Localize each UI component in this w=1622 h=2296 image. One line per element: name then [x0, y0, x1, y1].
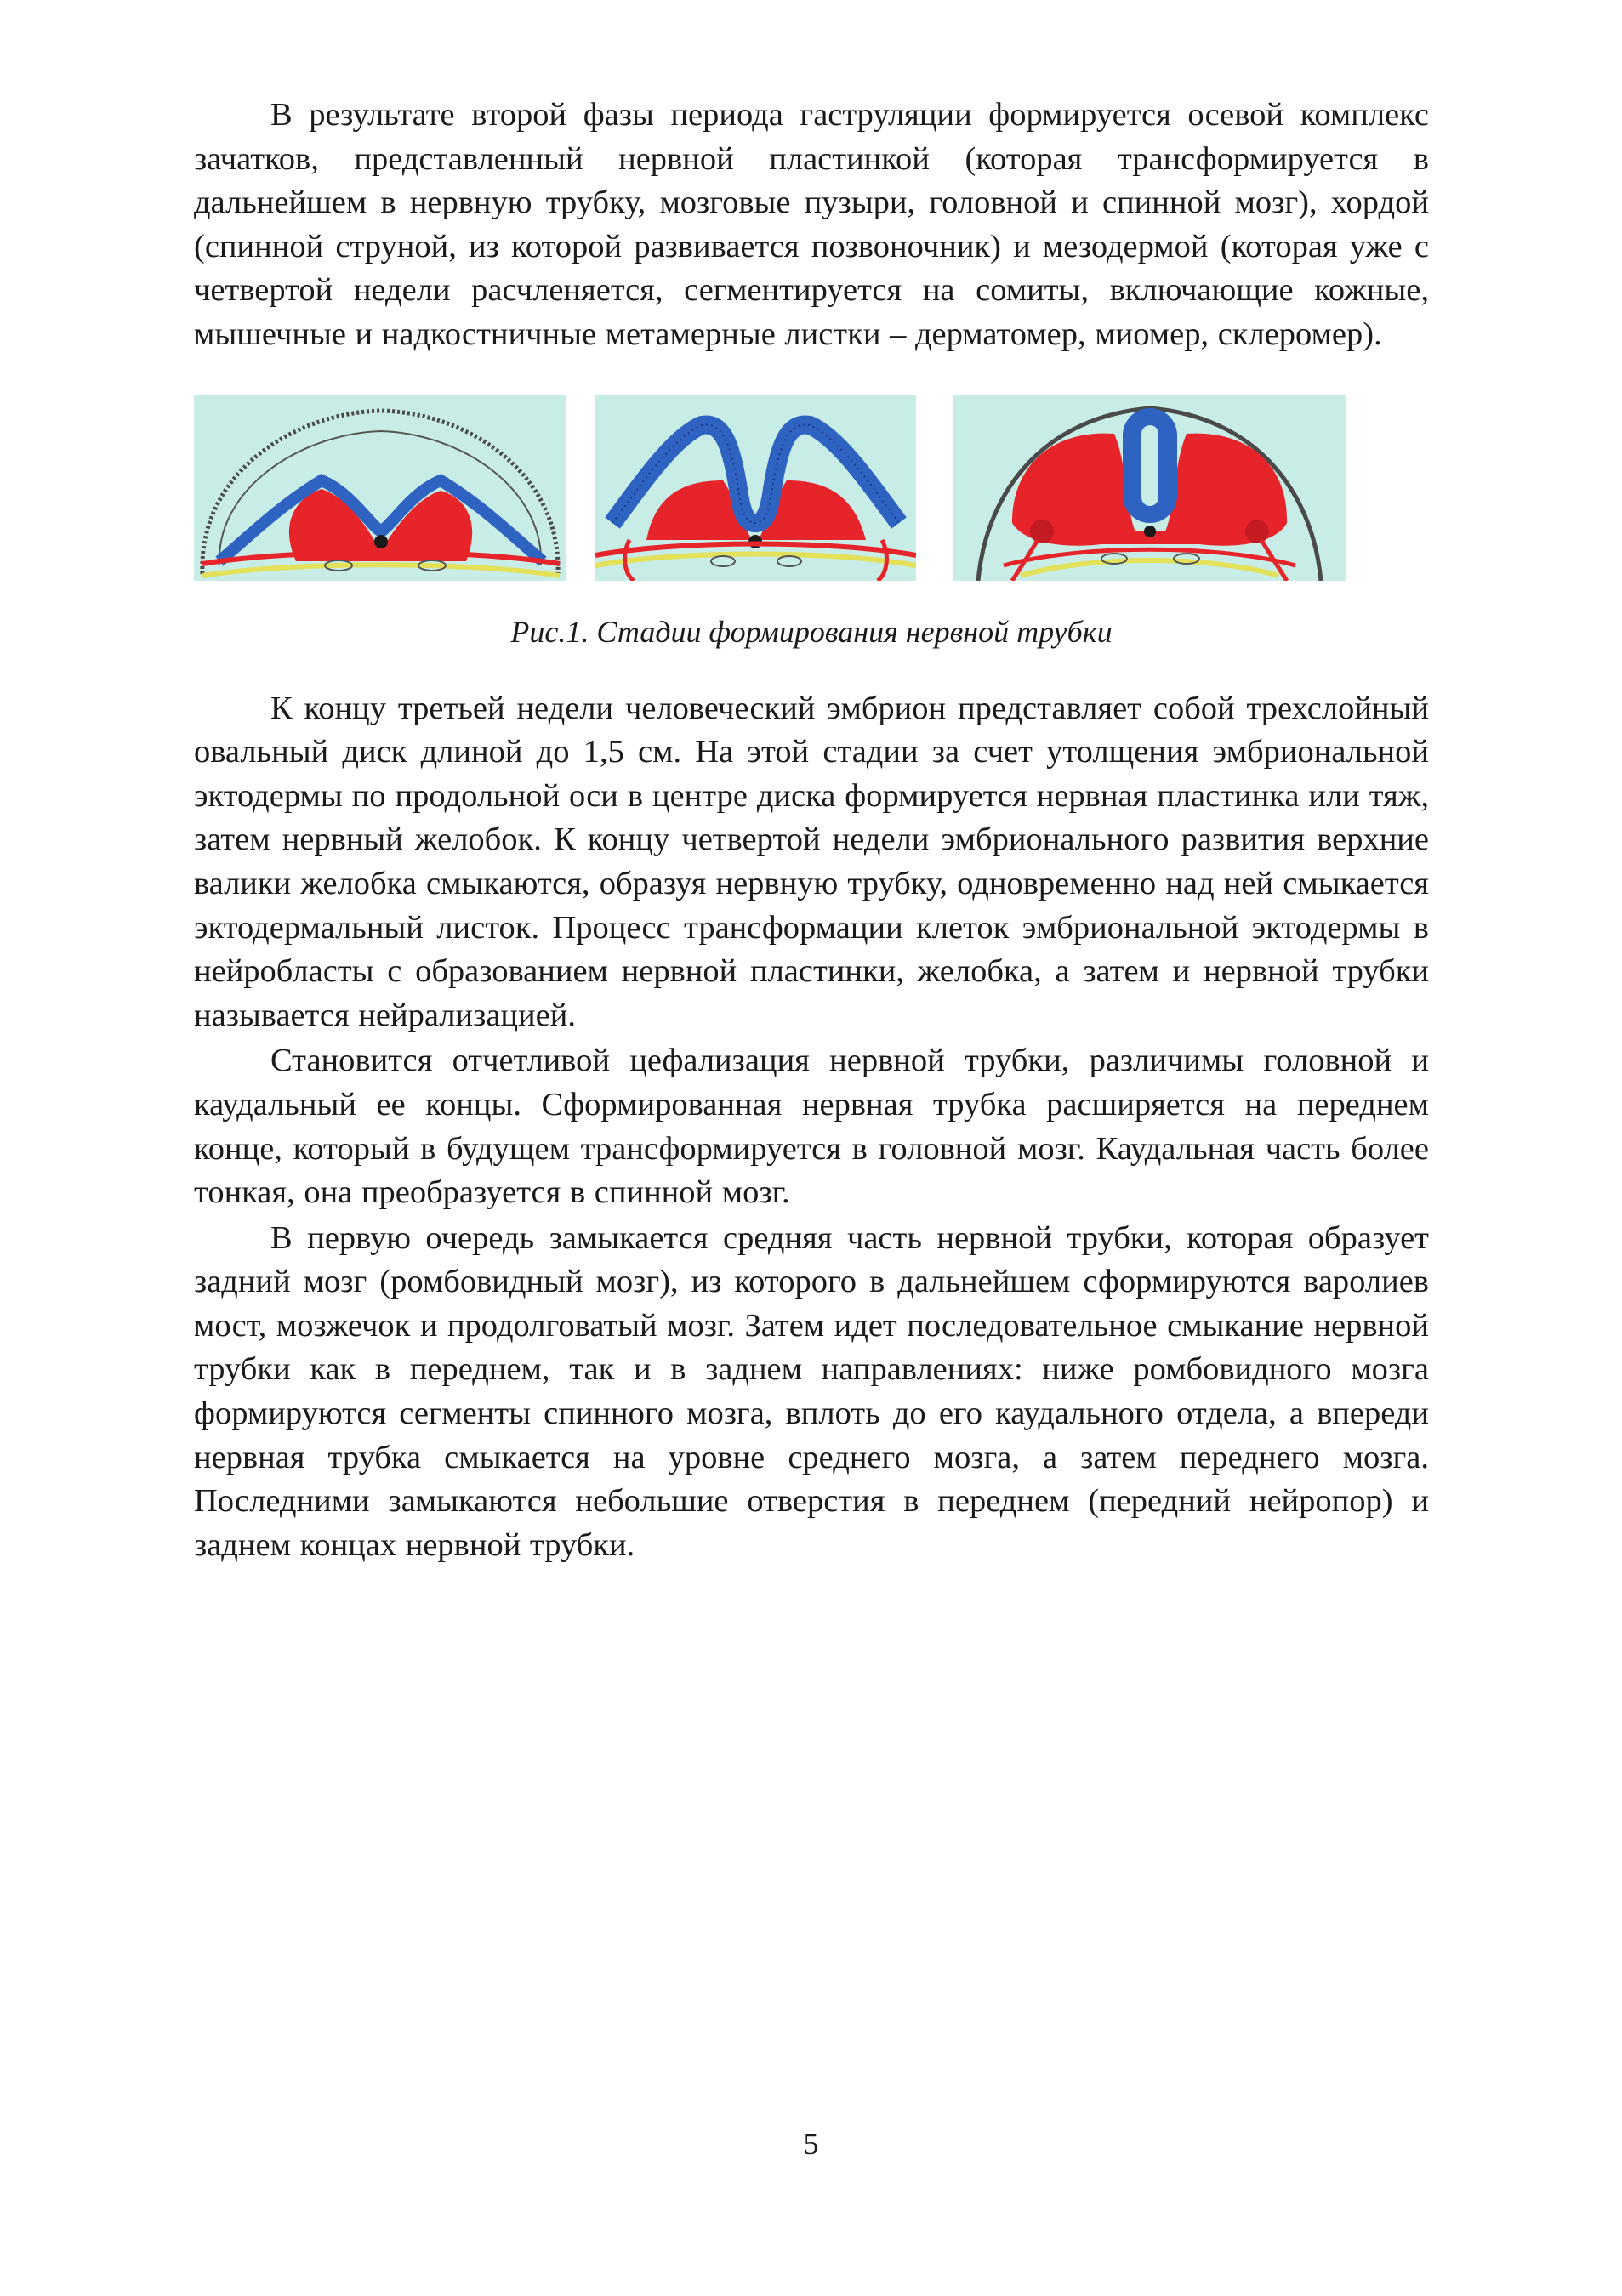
paragraph-2: К концу третьей недели человеческий эмбрион представляет собой трехслойный овальный диск длиной до 1,5 см. На этой стадии за счет утолщения эмбриональной эктодермы по продольной оси в центре диска формируется нервная пластинка или тяж, затем нервный желобок. К концу четвертой недели эмбрионального развития верхние валики желобка смыкаются, образуя нервную трубку, одновременно над ней смыкается эктодермальный листок. Процесс трансформации клеток эмбриональной эктодермы в нейробласты с образованием нервной пластинки, желобка, а затем и нервной трубки называется нейрализацией.: [194, 690, 1429, 1033]
page-number: 5: [803, 2127, 819, 2161]
paragraph-3: Становится отчетливой цефализация нервной трубки, различимы головной и каудальный ее концы. Сформированная нервная трубка расширяется на переднем конце, который в будущем трансформируется в головной мозг. Каудальная часть более тонкая, она преобразуется в спинной мозг.: [194, 1043, 1429, 1211]
page-content: [194, 94, 1429, 1567]
paragraph-4: В первую очередь замыкается средняя часть нервной трубки, которая образует задний мозг (ромбовидный мозг), из которого в дальнейшем сформируются варолиев мост, мозжечок и продолговатый мозг. Затем идет последовательное смыкание нервной трубки как в переднем, так и в заднем направлениях: ниже ромбовидного мозга формируются сегменты спинного мозга, вплоть до его каудального отдела, а впереди нервная трубка смыкается на уровне среднего мозга, а затем переднего мозга. Последними замыкаются небольшие отверстия в переднем (передний нейропор) и заднем концах нервной трубки.: [194, 1219, 1429, 1563]
figure-panel-neural-tube: [953, 395, 1346, 581]
figure-caption: Рис.1. Стадии формирования нервной трубки: [510, 614, 1113, 649]
figure-panel-neural-groove: [595, 395, 916, 581]
figure-panel-neural-plate: [194, 395, 566, 581]
paragraph-1: В результате второй фазы периода гаструляции формируется осевой комплекс зачатков, представленный нервной пластинкой (которая трансформируется в дальнейшем в нервную трубку, мозговые пузыри, головной и спинной мозг), хордой (спинной струной, из которой развивается позвоночник) и мезодермой (которая уже с четвертой недели расчленяется, сегментируется на сомиты, включающие кожные, мышечные и надкостничные метамерные листки – дерматомер, миомер, склеромер).: [194, 97, 1429, 352]
figure-neural-tube-stages: [194, 395, 1429, 606]
